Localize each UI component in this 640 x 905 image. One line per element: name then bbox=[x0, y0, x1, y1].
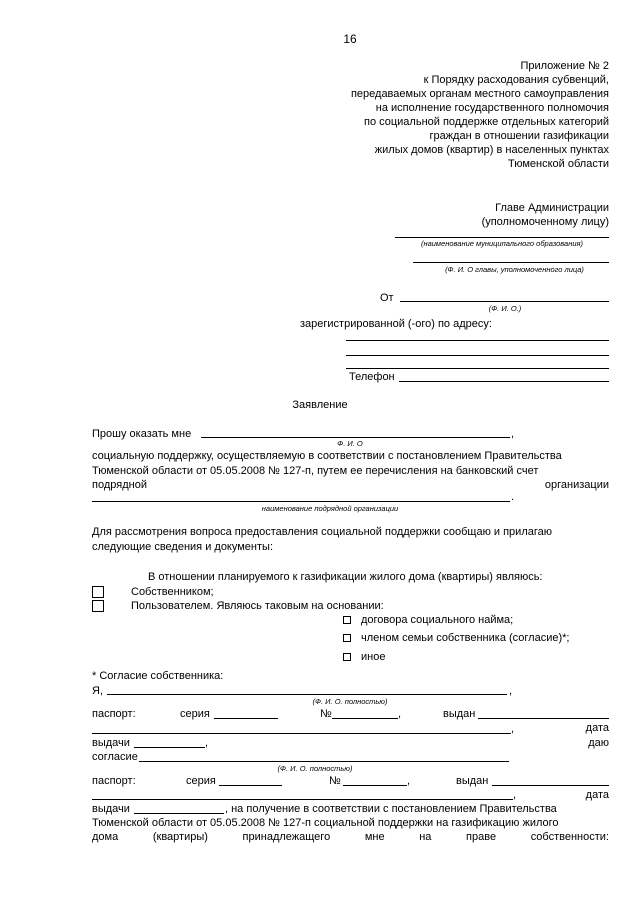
from-fio-caption: (Ф. И. О.) bbox=[488, 304, 522, 313]
page-number: 16 bbox=[343, 32, 357, 46]
user-label: Пользователем. Являюсь таковым на основании: bbox=[131, 600, 384, 612]
consenter-fio-caption: (Ф. И. О. полностью) bbox=[277, 764, 353, 773]
issued-by-line-2[interactable] bbox=[92, 733, 511, 734]
passport-series-line-2[interactable] bbox=[219, 785, 282, 786]
registered-label: зарегистрированной (-ого) по адресу: bbox=[300, 318, 492, 330]
head-name-caption: (Ф. И. О главы, уполномоченного лица) bbox=[445, 265, 584, 274]
consent-comma: , bbox=[509, 685, 513, 697]
appendix-line: Тюменской области bbox=[507, 158, 609, 170]
issued-comma: , bbox=[511, 723, 515, 735]
word: дома bbox=[92, 831, 119, 843]
passport-number-line-2[interactable] bbox=[343, 785, 407, 786]
consent-word: согласие bbox=[92, 751, 138, 763]
phone-line[interactable] bbox=[399, 381, 609, 382]
series-label: серия bbox=[180, 708, 210, 720]
issue-label: выдачи bbox=[92, 737, 130, 749]
issued-label: выдан bbox=[443, 708, 476, 720]
word: праве bbox=[466, 831, 497, 843]
from-name-line[interactable] bbox=[400, 301, 609, 302]
other-basis-label: иное bbox=[361, 651, 386, 663]
other-basis-checkbox[interactable] bbox=[343, 653, 351, 661]
passport-series-line[interactable] bbox=[214, 718, 278, 719]
applicant-name-line[interactable] bbox=[201, 437, 510, 438]
from-label: От bbox=[380, 292, 394, 304]
municipality-line[interactable] bbox=[395, 237, 609, 238]
word: на bbox=[419, 831, 432, 843]
address-line-1[interactable] bbox=[346, 340, 609, 341]
word: мне bbox=[364, 831, 385, 843]
passport-number-line[interactable] bbox=[332, 718, 398, 719]
appendix-line: к Порядку расходования субвенций, bbox=[423, 74, 609, 86]
appendix-line: Приложение № 2 bbox=[520, 60, 609, 72]
address-line-3[interactable] bbox=[346, 368, 609, 369]
municipality-caption: (наименование муниципального образования) bbox=[420, 239, 584, 248]
issued-by-line-4[interactable] bbox=[92, 799, 513, 800]
consent-ya: Я, bbox=[92, 685, 103, 697]
give-label: даю bbox=[588, 737, 609, 749]
consenter-name-line[interactable] bbox=[139, 761, 509, 762]
date-label: дата bbox=[585, 722, 609, 734]
word: (квартиры) bbox=[152, 831, 208, 843]
status-heading: В отношении планируемого к газификации жилого дома (квартиры) являюсь: bbox=[148, 571, 543, 583]
series-label-2: серия bbox=[186, 775, 216, 787]
documents-intro-line2: следующие сведения и документы: bbox=[92, 541, 274, 553]
family-member-label: членом семьи собственника (согласие)*; bbox=[361, 632, 570, 644]
owner-name-line[interactable] bbox=[107, 694, 507, 695]
issue-date-line-2[interactable] bbox=[134, 813, 224, 814]
address-line-2[interactable] bbox=[346, 355, 609, 356]
request-line1: социальную поддержку, осуществляемую в соответствии с постановлением Правительства bbox=[92, 450, 562, 462]
consent-final-line3 bbox=[92, 830, 609, 844]
issue-label-2: выдачи bbox=[92, 803, 130, 815]
owner-fio-caption: (Ф. И. О. полностью) bbox=[312, 697, 388, 706]
social-rent-label: договора социального найма; bbox=[361, 614, 514, 626]
number-label-2: № bbox=[329, 775, 341, 787]
head-name-line[interactable] bbox=[413, 262, 609, 263]
request-prefix: Прошу оказать мне bbox=[92, 428, 192, 440]
applicant-fio-caption: Ф. И. О bbox=[337, 439, 363, 448]
appendix-line: передаваемых органам местного самоуправления bbox=[350, 88, 609, 100]
phone-label: Телефон bbox=[349, 371, 395, 383]
contractor-caption: наименование подрядной организации bbox=[261, 504, 399, 513]
appendix-line: граждан в отношении газификации bbox=[429, 130, 609, 142]
request-line3-right: организации bbox=[544, 479, 609, 491]
document-title: Заявление bbox=[292, 399, 348, 411]
request-comma: , bbox=[511, 428, 515, 440]
documents-intro-line1: Для рассмотрения вопроса предоставления социальной поддержки сообщаю и прилагаю bbox=[92, 526, 552, 538]
owner-label: Собственником; bbox=[131, 586, 214, 598]
consent-final-line2: Тюменской области от 05.05.2008 № 127-п социальной поддержки на газификацию жилого bbox=[92, 817, 559, 829]
owner-checkbox[interactable] bbox=[92, 586, 104, 598]
request-line3-left: подрядной bbox=[92, 479, 147, 491]
passport-label: паспорт: bbox=[92, 708, 136, 720]
date-label-2: дата bbox=[585, 789, 609, 801]
number-comma-2: , bbox=[407, 775, 411, 787]
user-checkbox[interactable] bbox=[92, 600, 104, 612]
consent-title: * Согласие собственника: bbox=[92, 670, 224, 682]
issued-comma-2: , bbox=[513, 789, 517, 801]
issue-comma: , bbox=[205, 737, 209, 749]
appendix-line: жилых домов (квартир) в населенных пунктах bbox=[374, 144, 609, 156]
word: собственности: bbox=[530, 831, 609, 843]
request-period: . bbox=[511, 491, 515, 503]
addressee-line1: Главе Администрации bbox=[495, 202, 609, 214]
family-member-checkbox[interactable] bbox=[343, 634, 351, 642]
contractor-name-line[interactable] bbox=[92, 501, 510, 502]
request-line2: Тюменской области от 05.05.2008 № 127-п, путем ее перечисления на банковский счет bbox=[92, 465, 539, 477]
appendix-line: на исполнение государственного полномочия bbox=[375, 102, 609, 114]
social-rent-checkbox[interactable] bbox=[343, 616, 351, 624]
issued-by-line[interactable] bbox=[478, 718, 609, 719]
issue-date-line[interactable] bbox=[134, 747, 205, 748]
word: принадлежащего bbox=[242, 831, 331, 843]
number-comma: , bbox=[398, 708, 402, 720]
passport-label-2: паспорт: bbox=[92, 775, 136, 787]
addressee-line2: (уполномоченному лицу) bbox=[481, 216, 609, 228]
appendix-line: по социальной поддержке отдельных категорий bbox=[363, 116, 609, 128]
number-label: № bbox=[320, 708, 332, 720]
consent-final-line1: , на получение в соответствии с постановлением Правительства bbox=[225, 803, 557, 815]
issued-by-line-3[interactable] bbox=[492, 785, 609, 786]
issued-label-2: выдан bbox=[456, 775, 489, 787]
